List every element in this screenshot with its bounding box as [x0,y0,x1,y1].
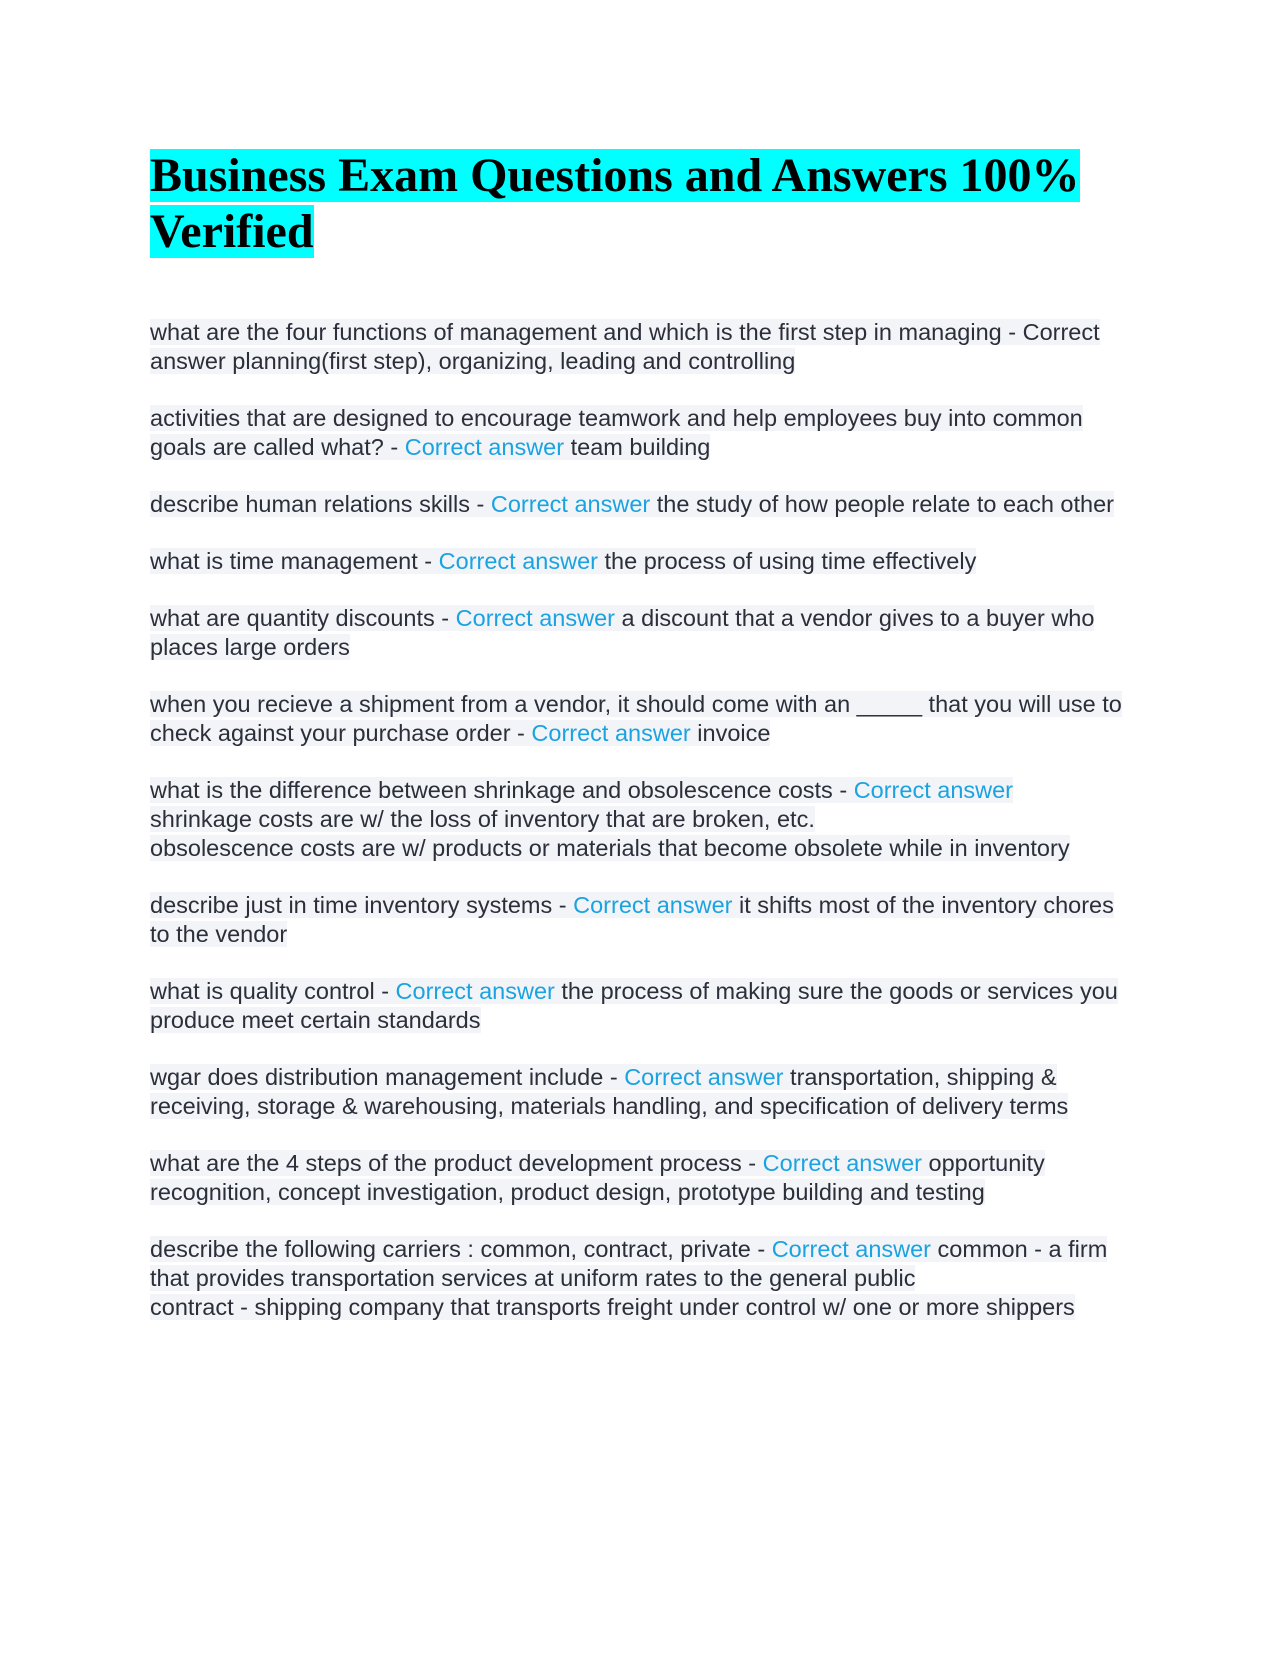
question-text: what are quantity discounts - [150,605,456,631]
question-text: what is quality control - [150,978,396,1004]
answer-text: a discount that a vendor gives to a buyer who places large orders [150,605,1095,660]
answer-text: invoice [690,720,771,746]
title-highlight: Business Exam Questions and Answers 100% Verified [150,149,1080,258]
answer-label: Correct answer [771,1236,932,1262]
question-text: describe just in time inventory systems - [150,892,574,918]
document-title [150,148,1130,260]
answer-text: Correct answer planning(first step), organizing, leading and controlling [150,319,1100,374]
qa-item [150,547,1130,576]
answer-label: Correct answer [404,434,565,460]
question-text: activities that are designed to encourage teamwork and help employees buy into common goals are called what? - [150,405,1083,460]
answer-text: the study of how people relate to each other [650,491,1114,517]
answer-text: transportation, shipping & receiving, storage & warehousing, materials handling, and specification of delivery terms [150,1064,1069,1119]
qa-item [150,891,1130,949]
question-text: wgar does distribution management include - [150,1064,625,1090]
qa-item [150,776,1130,863]
question-text: when you recieve a shipment from a vendor, it should come with an _____ that you will use to check against your purchase order - [150,691,1122,746]
question-text: what is time management - [150,548,439,574]
qa-item [150,1063,1130,1121]
qa-item [150,1235,1130,1322]
answer-label: Correct answer [395,978,555,1004]
answer-text: the process of using time effectively [597,548,977,574]
qa-item [150,977,1130,1035]
answer-label: Correct answer [490,491,651,517]
answer-text: the process of making sure the goods or services you produce meet certain standards [150,978,1118,1033]
answer-text: it shifts most of the inventory chores to the vendor [150,892,1114,947]
qa-item [150,690,1130,748]
question-text: describe human relations skills - [150,491,491,517]
qa-item [150,404,1130,462]
qa-item [150,318,1130,376]
answer-label: Correct answer [531,720,691,746]
question-text: describe the following carriers : common, contract, private - [150,1236,772,1262]
answer-text: shrinkage costs are w/ the loss of inventory that are broken, etc. obsolescence costs are w/ products or materials that become obsolete while in inventory [150,806,1070,861]
answer-label: Correct answer [573,892,733,918]
answer-text: team building [564,434,711,460]
answer-label: Correct answer [762,1150,922,1176]
question-text: what are the four functions of management and which is the first step in managing - [150,319,1023,345]
answer-label: Correct answer [438,548,598,574]
qa-list [150,318,1130,1322]
answer-label: Correct answer [853,777,1014,803]
document-page [150,148,1130,1350]
question-text: what are the 4 steps of the product development process - [150,1150,763,1176]
qa-item [150,490,1130,519]
question-text: what is the difference between shrinkage and obsolescence costs - [150,777,854,803]
qa-item [150,604,1130,662]
answer-text: opportunity recognition, concept investigation, product design, prototype building and testing [150,1150,1045,1205]
answer-label: Correct answer [624,1064,784,1090]
answer-text: common - a firm that provides transportation services at uniform rates to the general public contract - shipping company that transports freight under control w/ one or more shippers [150,1236,1108,1320]
qa-item [150,1149,1130,1207]
answer-label: Correct answer [455,605,615,631]
